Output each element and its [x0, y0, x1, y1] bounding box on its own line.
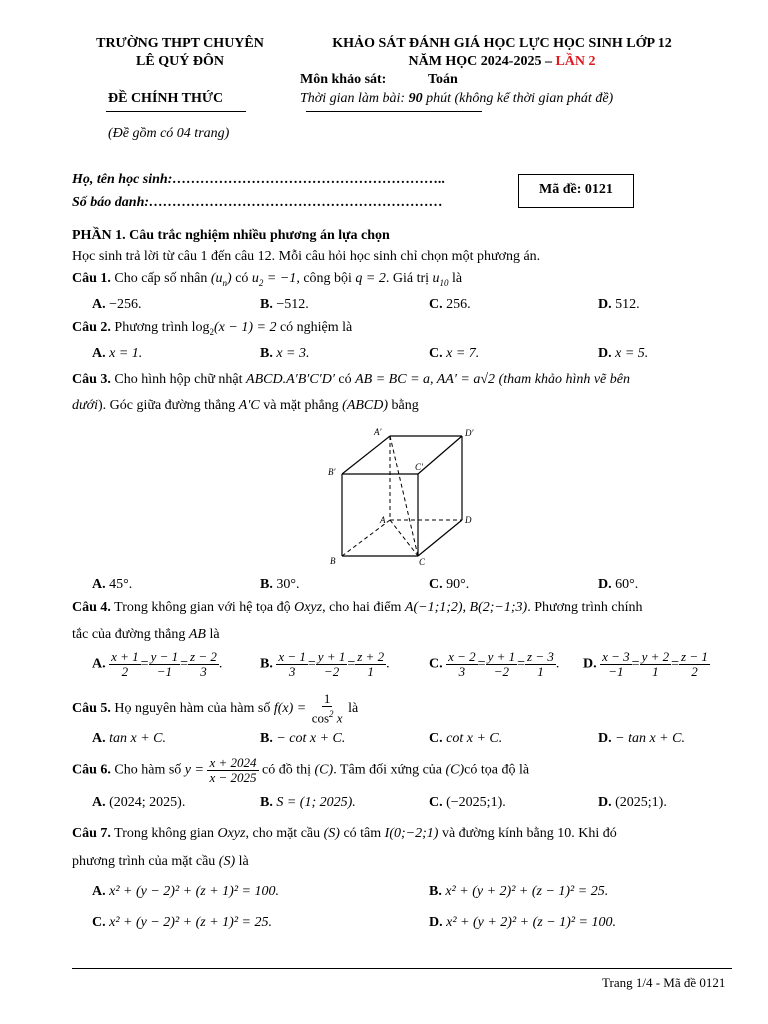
q7-text: Trong không gian: [110, 826, 218, 841]
question-7: [72, 826, 617, 842]
q4-c-frac-z: [525, 650, 556, 679]
time-prefix: Thời gian làm bài:: [300, 91, 409, 106]
q3-text-d: dưới: [72, 398, 98, 413]
q4-a-frac-y: [149, 650, 181, 679]
q4-b-num-x: x − 1: [278, 649, 306, 664]
q4-option-a[interactable]: A. $\frac{x + 1}{2}$ = $\frac{y - 1}{-1}$ = $\frac{z - 2}{3}$ .: [92, 649, 223, 679]
q6-label: Câu 6.: [72, 762, 111, 778]
q6-option-a-label: A.: [92, 795, 106, 810]
q4-option-a-label: A.: [92, 656, 106, 672]
q5-option-a-text: tan x + C.: [109, 731, 167, 746]
subject-label: Môn khảo sát:: [300, 72, 387, 87]
q1-text-b: có: [231, 271, 252, 286]
q2-text-b: có nghiệm là: [276, 320, 353, 335]
q1-ratio: q = 2: [355, 271, 386, 286]
q5-text-b: là: [344, 700, 359, 716]
footer-divider: [72, 968, 732, 969]
question-1: [72, 271, 462, 288]
q7-option-a-label: A.: [92, 884, 106, 899]
q7-sphere: (S): [323, 826, 340, 841]
q4-text-e: là: [205, 627, 220, 642]
q7-oxyz: Oxyz: [217, 826, 246, 841]
q3-option-a-label: A.: [92, 577, 106, 592]
q4-d-den-z: 2: [691, 664, 698, 679]
q4-b-frac-y: [316, 650, 348, 679]
q6-text-b: có đồ thị: [258, 762, 315, 778]
q7-text-g: là: [235, 854, 249, 869]
q4-label: Câu 4.: [72, 600, 111, 615]
q1-u10-sub: 10: [439, 277, 449, 288]
q6-option-c-text: (−2025;1).: [446, 795, 506, 810]
student-id-field: Số báo danh:………………………………………………………: [72, 195, 444, 210]
q6-option-b-label: B.: [260, 795, 273, 810]
q2-log: log: [191, 320, 210, 335]
q6-option-a-text: (2024; 2025).: [109, 795, 186, 810]
q3-option-a[interactable]: [92, 577, 132, 593]
subject-value: Toán: [428, 72, 458, 87]
q6-denominator: x − 2025: [209, 770, 257, 785]
edge-a1b1: [342, 436, 390, 474]
q4-c-den-y: −2: [493, 664, 509, 679]
q7-option-d-label: D.: [429, 915, 443, 930]
q1-option-a-text: −256.: [109, 297, 142, 312]
q1-u2-var: u: [251, 271, 259, 286]
q7-text-b: , cho mặt cầu: [245, 826, 324, 841]
q2-log-base: 2: [209, 326, 215, 337]
school-name-line1: TRƯỜNG THPT CHUYÊN: [96, 36, 264, 51]
q1-option-d[interactable]: [598, 297, 640, 313]
q2-label: Câu 2.: [72, 320, 111, 335]
q2-option-b-label: B.: [260, 346, 273, 361]
q6-y: y =: [184, 762, 204, 778]
exam-title: KHẢO SÁT ĐÁNH GIÁ HỌC LỰC HỌC SINH LỚP 12: [332, 36, 672, 51]
q3-line: A′C: [238, 398, 260, 413]
q4-text: Trong không gian với hệ tọa độ: [110, 600, 295, 615]
q1-option-b-text: −512.: [276, 297, 309, 312]
q5-option-b-label: B.: [260, 731, 273, 746]
q7-text-f: phương trình của mặt cầu: [72, 854, 219, 869]
q3-text-e: ). Góc giữa đường thẳng: [98, 398, 239, 413]
q7-text-d: và đường kính bằng: [438, 826, 558, 841]
q2-option-d[interactable]: [598, 346, 648, 362]
diagonal-ac: [390, 520, 418, 556]
q5-option-d-label: D.: [598, 731, 612, 746]
q1-option-a-label: A.: [92, 297, 106, 312]
q3-box-figure: [322, 424, 482, 574]
q1-sequence: [211, 271, 232, 286]
q5-numerator: 1: [323, 691, 331, 706]
q1-text-c: , công bội: [296, 271, 356, 286]
q1-text-d: . Giá trị: [385, 271, 433, 286]
q6-option-d-label: D.: [598, 795, 612, 810]
q7-option-a[interactable]: [92, 884, 279, 900]
q4-a-num-y: y − 1: [150, 649, 179, 664]
q2-option-b-text: x = 3.: [276, 346, 310, 361]
vertex-b: B: [330, 556, 336, 566]
official-underline: [106, 111, 246, 112]
q1-text: Cho cấp số nhân: [110, 271, 211, 286]
q5-function: f(x) =: [273, 700, 307, 716]
q4-option-b-label: B.: [260, 656, 273, 672]
q7-option-d[interactable]: [429, 915, 616, 931]
q2-option-c-label: C.: [429, 346, 443, 361]
q3-text: Cho hình hộp chữ nhật: [110, 372, 247, 387]
q6-option-b[interactable]: [260, 795, 356, 811]
q1-un-sub: n: [222, 277, 228, 288]
q4-d-frac-x: [600, 650, 632, 679]
q6-text-c: . Tâm đối xứng của: [333, 762, 446, 778]
q4-a-frac-z: [188, 650, 219, 679]
q5-text: Họ nguyên hàm của hàm số: [110, 700, 274, 716]
q5-option-d[interactable]: [598, 731, 685, 747]
q2-option-c-text: x = 7.: [446, 346, 480, 361]
q5-option-c-label: C.: [429, 731, 443, 746]
exam-code: Mã đề: 0121: [539, 182, 613, 197]
q4-d-den-x: −1: [608, 664, 624, 679]
q2-option-a-text: x = 1.: [109, 346, 143, 361]
q1-un-close: ): [227, 271, 232, 286]
q6-graph-2: (C): [445, 762, 465, 778]
q7-option-b-label: B.: [429, 884, 442, 899]
q4-c-num-z: z − 3: [527, 649, 554, 664]
q4-b-den-y: −2: [323, 664, 340, 679]
exam-round: LẦN 2: [555, 54, 596, 69]
q3-text-b: có: [334, 372, 356, 387]
q3-text-f: và mặt phẳng: [259, 398, 343, 413]
q7-option-d-text: x² + (y + 2)² + (z − 1)² = 100.: [446, 915, 616, 930]
time-value: 90: [408, 91, 423, 106]
q2-text: Phương trình: [110, 320, 192, 335]
q1-un: (u: [210, 271, 223, 286]
exam-code-box: [518, 174, 634, 208]
question-3-line2: [72, 398, 419, 414]
q7-sphere-2: (S): [218, 854, 236, 869]
q5-option-c[interactable]: [429, 731, 502, 747]
q4-d-num-z: z − 1: [681, 649, 708, 664]
question-4: [72, 600, 643, 616]
q6-fraction: [207, 756, 258, 785]
q5-option-c-text: cot x + C.: [446, 731, 503, 746]
q4-text-b: , cho hai điểm: [322, 600, 405, 615]
student-name-field: Họ, tên học sinh:…………………………………………………..: [72, 172, 446, 187]
school-year: [292, 54, 712, 70]
q6-text: Cho hàm số: [110, 762, 185, 778]
q1-option-c-label: C.: [429, 297, 443, 312]
question-2: [72, 320, 352, 337]
q4-option-d-label: D.: [583, 656, 597, 672]
q4-d-num-y: y + 2: [641, 649, 670, 664]
q7-text-c: có tâm: [339, 826, 385, 841]
part1-title: PHẦN 1. Câu trắc nghiệm nhiều phương án lựa chọn: [72, 228, 390, 243]
q6-text-d: có tọa độ là: [464, 762, 530, 778]
vertex-a: A: [380, 515, 386, 525]
question-7-line2: [72, 854, 249, 870]
q4-c-num-y: y + 1: [487, 649, 516, 664]
q4-text-d: tắc của đường thẳng: [72, 627, 189, 642]
q4-option-b[interactable]: B. $\frac{x - 1}{3}$ = $\frac{y + 1}{-2}$ = $\frac{z + 2}{1}$ .: [260, 649, 390, 679]
q2-option-c[interactable]: [429, 346, 479, 362]
q5-option-b[interactable]: [260, 731, 345, 747]
q3-text-g: bằng: [388, 398, 419, 413]
q3-label: Câu 3.: [72, 372, 111, 387]
q4-d-num-x: x − 3: [602, 649, 630, 664]
q4-ab: AB: [188, 627, 206, 642]
q5-label: Câu 5.: [72, 700, 111, 716]
q6-option-a[interactable]: [92, 795, 185, 811]
q4-b-den-x: 3: [288, 664, 296, 679]
edge-cd: [418, 520, 462, 556]
question-6: [72, 756, 529, 785]
q1-option-b-label: B.: [260, 297, 273, 312]
q4-a-den-x: 2: [121, 664, 129, 679]
q1-u2-val: = −1: [263, 271, 297, 286]
q2-option-a-label: A.: [92, 346, 106, 361]
q4-d-frac-y: [640, 650, 672, 679]
q4-b-den-z: 1: [367, 664, 374, 679]
page-footer: Trang 1/4 - Mã đề 0121: [602, 975, 726, 990]
q3-text-c: (tham khảo hình vẽ bên: [495, 372, 630, 387]
q4-a-frac-x: [109, 650, 141, 679]
q4-c-frac-y: [486, 650, 518, 679]
q4-a-num-z: z − 2: [190, 649, 217, 664]
school-year-text: NĂM HỌC 2024-2025 –: [408, 54, 556, 69]
question-4-line2: [72, 627, 220, 643]
q3-option-c[interactable]: [429, 577, 469, 593]
q4-d-den-y: 1: [652, 664, 659, 679]
q4-b-frac-x: [276, 650, 308, 679]
q3-box: ABCD.A′B′C′D′: [246, 372, 335, 387]
q6-option-c[interactable]: [429, 795, 506, 811]
part1-instruction: Học sinh trả lời từ câu 1 đến câu 12. Mỗi câu hỏi học sinh chỉ chọn một phương án.: [72, 249, 541, 264]
q6-option-d-text: (2025;1).: [615, 795, 667, 810]
q4-option-d[interactable]: D. $\frac{x - 3}{-1}$ = $\frac{y + 2}{1}$ = $\frac{z - 1}{2}$: [583, 649, 708, 679]
q4-d-frac-z: [679, 650, 710, 679]
q3-option-b-label: B.: [260, 577, 273, 592]
q1-option-b[interactable]: [260, 297, 309, 313]
edge-c1d1: [418, 436, 462, 474]
q2-option-d-text: x = 5.: [615, 346, 649, 361]
q4-a-den-z: 3: [200, 664, 207, 679]
vertex-d: D: [465, 515, 472, 525]
q5-den-cos: cos: [311, 710, 330, 726]
q2-option-a[interactable]: [92, 346, 142, 362]
q4-b-num-y: y + 1: [317, 649, 346, 664]
q4-a-den-y: −1: [156, 664, 172, 679]
vertex-c: C: [419, 557, 426, 567]
q3-option-b-text: 30°.: [276, 577, 300, 592]
exam-time: [300, 91, 613, 107]
q5-fraction: [310, 692, 345, 725]
q4-c-num-x: x − 2: [448, 649, 476, 664]
q1-label: Câu 1.: [72, 271, 111, 286]
q7-label: Câu 7.: [72, 826, 111, 841]
q4-b-num-z: z + 2: [357, 649, 385, 664]
q4-oxyz: Oxyz: [294, 600, 323, 615]
q1-option-c-text: 256.: [446, 297, 471, 312]
q5-option-d-text: − tan x + C.: [615, 731, 685, 746]
q4-c-den-z: 1: [537, 664, 544, 679]
time-underline: [306, 111, 482, 112]
q7-diameter: 10: [557, 826, 572, 841]
vertex-a1: A′: [374, 427, 382, 437]
q1-u10-var: u: [432, 271, 440, 286]
q1-text-e: là: [448, 271, 463, 286]
q7-option-c-text: x² + (y − 2)² + (z + 1)² = 25.: [109, 915, 272, 930]
q7-center: I(0;−2;1): [384, 826, 439, 841]
q4-option-c-label: C.: [429, 656, 443, 672]
q2-option-b[interactable]: [260, 346, 310, 362]
q3-option-d-text: 60°.: [615, 577, 639, 592]
q1-u2-sub: 2: [258, 277, 264, 288]
q4-option-c[interactable]: C. $\frac{x - 2}{3}$ = $\frac{y + 1}{-2}$ = $\frac{z - 3}{1}$ .: [429, 649, 560, 679]
q3-option-c-text: 90°.: [446, 577, 470, 592]
official-label: ĐỀ CHÍNH THỨC: [108, 91, 224, 106]
q3-option-d[interactable]: [598, 577, 638, 593]
q3-option-d-label: D.: [598, 577, 612, 592]
q3-dimensions: AB = BC = a, AA′ = a√2: [355, 372, 496, 387]
q5-den-x: x: [333, 710, 343, 726]
q2-option-d-label: D.: [598, 346, 612, 361]
question-5: [72, 692, 358, 725]
q5-den-sup: 2: [329, 709, 334, 719]
q7-option-c[interactable]: [92, 915, 272, 931]
q3-option-b[interactable]: [260, 577, 299, 593]
q1-option-d-text: 512.: [615, 297, 640, 312]
vertex-d1: D′: [465, 428, 474, 438]
q1-option-d-label: D.: [598, 297, 612, 312]
edge-ab: [342, 520, 390, 556]
q1-option-c[interactable]: [429, 297, 471, 313]
q1-u10: [433, 271, 449, 286]
q4-b-frac-z: [355, 650, 386, 679]
q7-option-b-text: x² + (y + 2)² + (z − 1)² = 25.: [445, 884, 609, 899]
q1-option-a[interactable]: [92, 297, 142, 313]
q7-option-a-text: x² + (y − 2)² + (z + 1)² = 100.: [109, 884, 279, 899]
q6-option-d[interactable]: [598, 795, 667, 811]
school-name-line2: LÊ QUÝ ĐÔN: [136, 54, 224, 69]
q4-points: A(−1;1;2), B(2;−1;3): [404, 600, 528, 615]
q4-text-c: . Phương trình chính: [527, 600, 643, 615]
q4-a-num-x: x + 1: [111, 649, 139, 664]
vertex-c1: C′: [415, 462, 423, 472]
q7-option-c-label: C.: [92, 915, 106, 930]
q2-equation: (x − 1) = 2: [214, 320, 277, 335]
vertex-b1: B′: [328, 467, 336, 477]
q3-plane: (ABCD): [342, 398, 389, 413]
q4-c-frac-x: [446, 650, 478, 679]
pages-note: (Đề gồm có 04 trang): [108, 126, 230, 141]
q5-option-a[interactable]: [92, 731, 166, 747]
question-3: [72, 372, 630, 388]
q5-option-b-text: − cot x + C.: [276, 731, 346, 746]
q3-option-c-label: C.: [429, 577, 443, 592]
q7-option-b[interactable]: [429, 884, 608, 900]
q3-option-a-text: 45°.: [109, 577, 133, 592]
q5-option-a-label: A.: [92, 731, 106, 746]
q5-denominator: [310, 707, 345, 725]
q6-numerator: x + 2024: [209, 755, 257, 770]
q1-u2: [252, 271, 296, 286]
q4-c-den-x: 3: [458, 664, 466, 679]
time-suffix: phút (không kể thời gian phát đề): [422, 91, 614, 106]
q6-option-c-label: C.: [429, 795, 443, 810]
q6-option-b-text: S = (1; 2025).: [276, 795, 356, 810]
q7-text-e: . Khi đó: [571, 826, 617, 841]
q6-graph: (C): [314, 762, 334, 778]
